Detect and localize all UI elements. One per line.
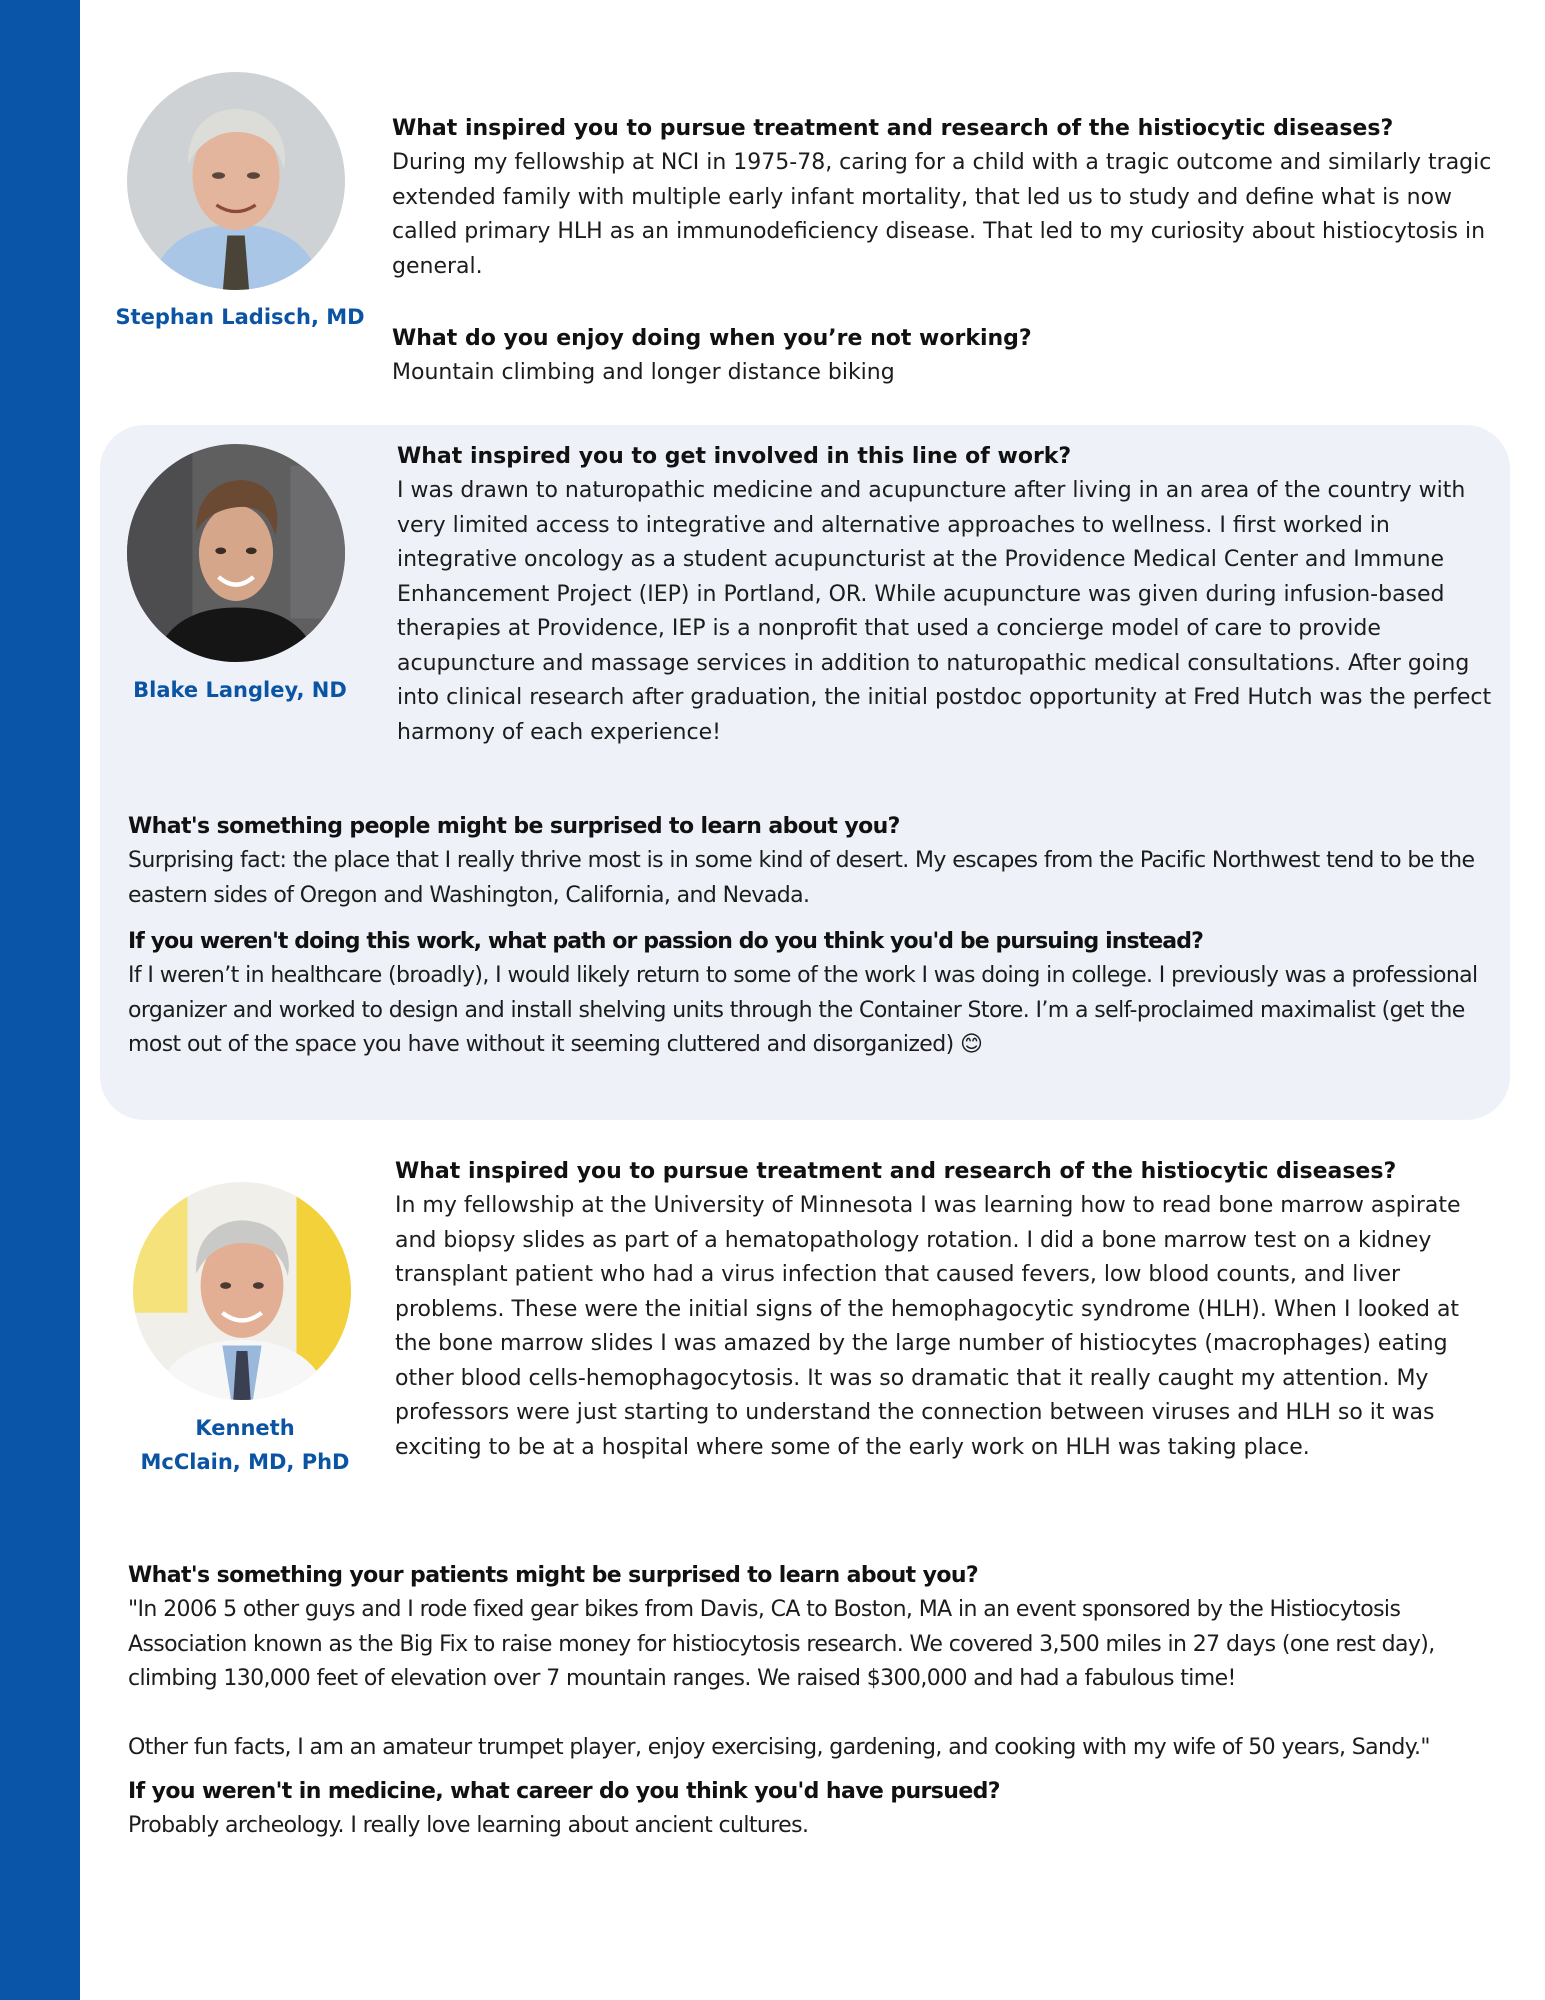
question: What's something your patients might be surprised to learn about you? (128, 1563, 979, 1588)
question: What's something people might be surprised to learn about you? (128, 814, 900, 839)
profile-name: Stephan Ladisch, MD (115, 305, 365, 329)
answer: Probably archeology. I really love learning about ancient cultures. (128, 1813, 809, 1838)
portrait-image (133, 1182, 351, 1400)
question: If you weren't doing this work, what path or passion do you think you'd be pursuing instead? (128, 929, 1203, 954)
answer: Surprising fact: the place that I really thrive most is in some kind of desert. My escapes from the Pacific Northwest tend to be the eastern sides of Oregon and Washington, California, and Nevada. (128, 848, 1475, 908)
answer: "In 2006 5 other guys and I rode fixed gear bikes from Davis, CA to Boston, MA in an event sponsored by the Histiocytosis Association known as the Big Fix to raise money for histiocytosis research. We covered 3,500 miles in 27 days (one rest day), climbing 130,000 feet of elevation over 7 mountain ranges. We raised $300,000 and had a fabulous time! (128, 1597, 1435, 1691)
answer: Mountain climbing and longer distance biking (392, 360, 895, 385)
question: What inspired you to pursue treatment and research of the histiocytic diseases? (392, 116, 1394, 141)
question: What do you enjoy doing when you’re not working? (392, 326, 1032, 351)
question: What inspired you to pursue treatment and research of the histiocytic diseases? (395, 1159, 1397, 1184)
portrait-image (127, 72, 345, 290)
profile-3-bottom-text (128, 1559, 1498, 1844)
profile-2-top-text (397, 440, 1497, 750)
left-accent-bar (0, 0, 80, 2000)
portrait-kenneth-mcclain (133, 1182, 351, 1400)
profile-name-line-2: McClain, MD, PhD (140, 1450, 350, 1474)
answer: If I weren’t in healthcare (broadly), I would likely return to some of the work I was doing in college. I previously was a professional organizer and worked to design and install shelving units through the Container Store. I’m a self-proclaimed maximalist (get the most out of the space you have without it seeming cluttered and disorganized) 😊 (128, 963, 1478, 1057)
profile-name-line-1: Kenneth (195, 1416, 295, 1440)
answer: During my fellowship at NCI in 1975-78, caring for a child with a tragic outcome and similarly tragic extended family with multiple early infant mortality, that led us to study and define what is now called primary HLH as an immunodeficiency disease. That led to my curiosity about histiocytosis in general. (392, 150, 1492, 279)
profile-3-top-text (395, 1155, 1500, 1465)
answer: Other fun facts, I am an amateur trumpet player, enjoy exercising, gardening, and cooking with my wife of 50 years, Sandy." (128, 1734, 1430, 1760)
question: What inspired you to get involved in this line of work? (397, 444, 1072, 469)
answer: I was drawn to naturopathic medicine and acupuncture after living in an area of the country with very limited access to integrative and alternative approaches to wellness. I first worked in integrative oncology as a student acupuncturist at the Providence Medical Center and Immune Enhancement Project (IEP) in Portland, OR. While acupuncture was given during infusion-based therapies at Providence, IEP is a nonprofit that used a concierge model of care to provide acupuncture and massage services in addition to naturopathic medical consultations. After going into clinical research after graduation, the initial postdoc opportunity at Fred Hutch was the perfect harmony of each experience! (397, 478, 1492, 745)
profile-name (110, 1411, 380, 1479)
question: If you weren't in medicine, what career do you think you'd have pursued? (128, 1779, 1000, 1804)
profile-name: Blake Langley, ND (133, 678, 347, 702)
portrait-image (127, 444, 345, 662)
profile-1-text (392, 112, 1502, 391)
answer: In my fellowship at the University of Minnesota I was learning how to read bone marrow aspirate and biopsy slides as part of a hematopathology rotation. I did a bone marrow test on a kidney transplant patient who had a virus infection that caused fevers, low blood counts, and liver problems. These were the initial signs of the hemophagocytic syndrome (HLH). When I looked at the bone marrow slides I was amazed by the large number of histiocytes (macrophages) eating other blood cells-hemophagocytosis. It was so dramatic that it really caught my attention. My professors were just starting to understand the connection between viruses and HLH so it was exciting to be at a hospital where some of the early work on HLH was taking place. (395, 1193, 1461, 1460)
portrait-stephan-ladisch (127, 72, 345, 290)
portrait-blake-langley (127, 444, 345, 662)
profile-2-bottom-text (128, 810, 1498, 1063)
